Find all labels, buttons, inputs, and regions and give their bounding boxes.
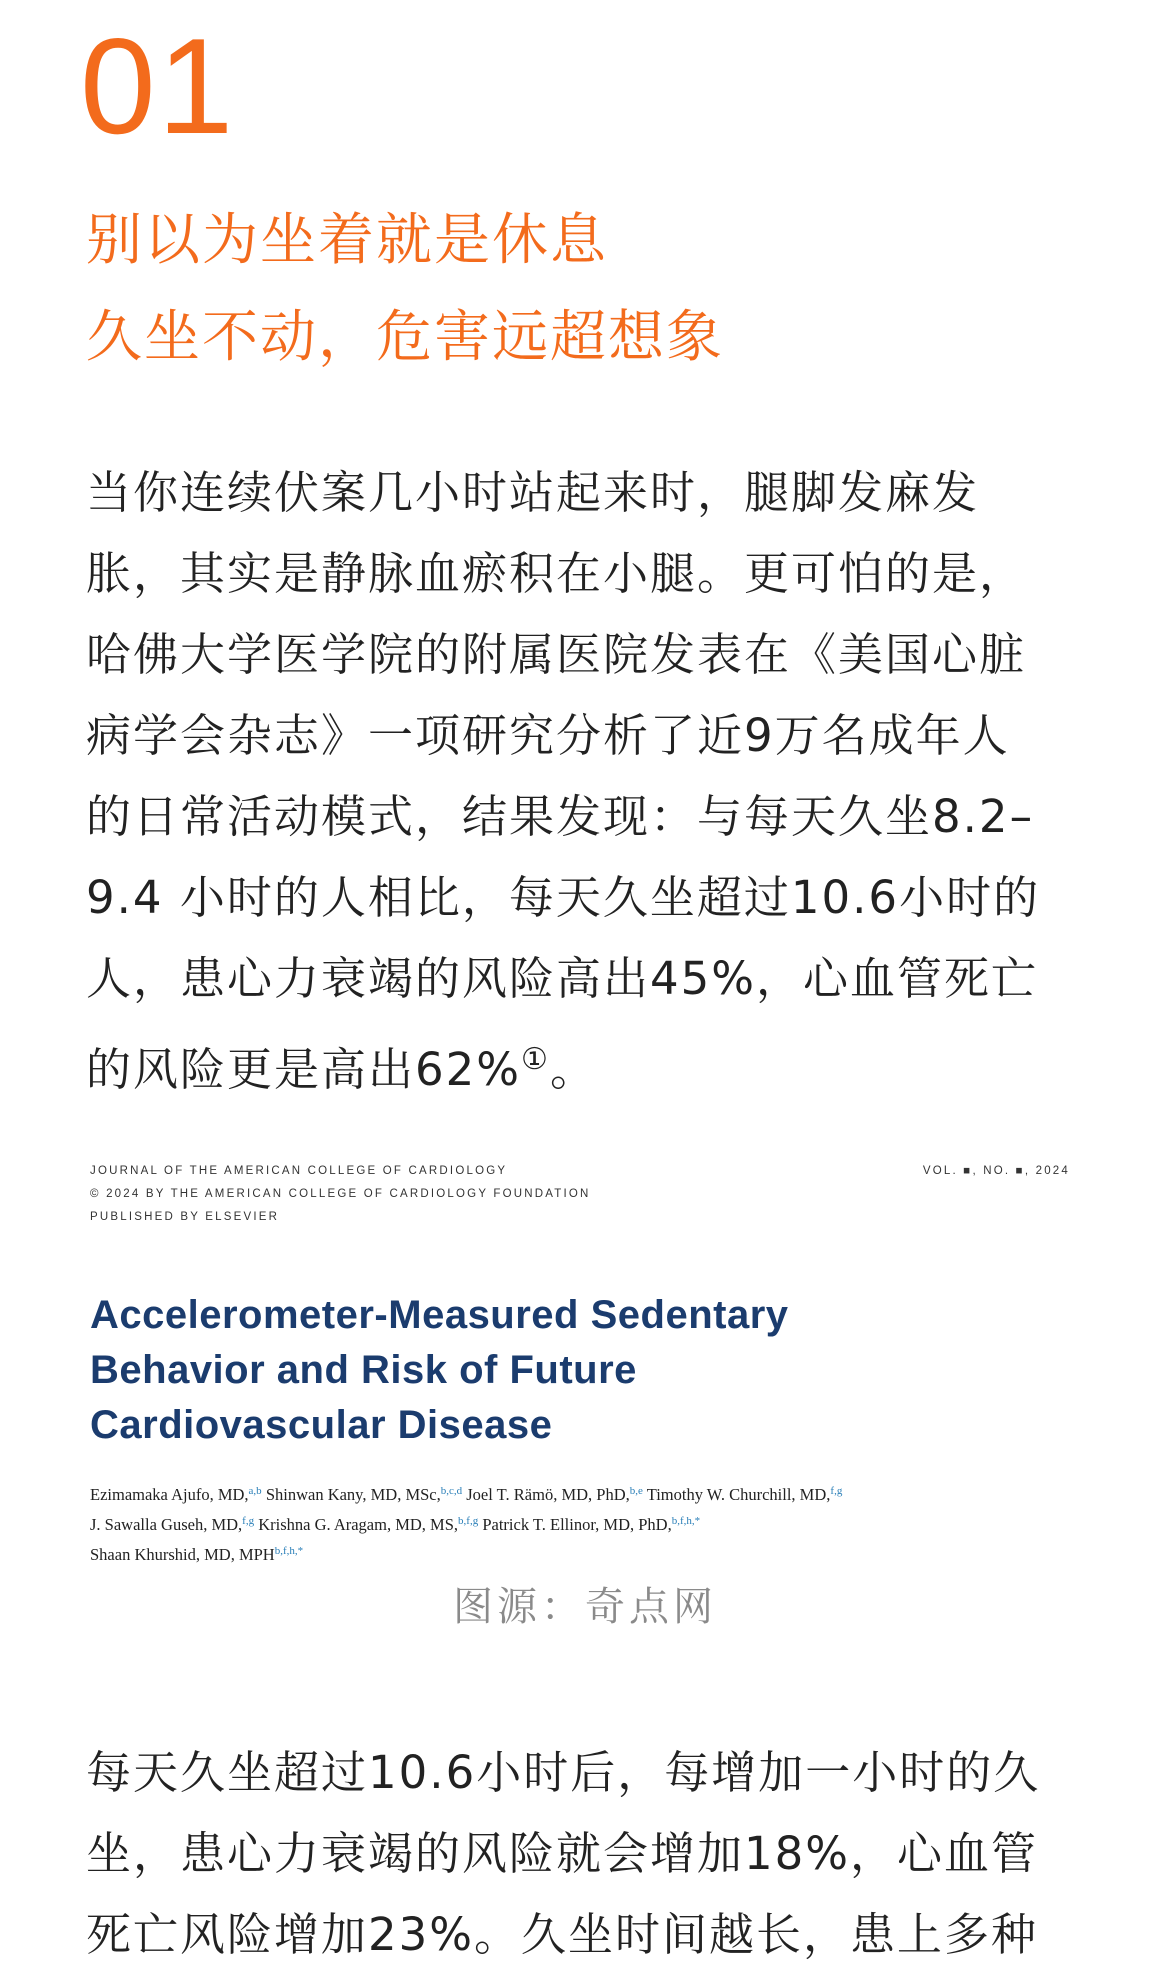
journal-copyright: © 2024 BY THE AMERICAN COLLEGE OF CARDIOLOGY FOUNDATION	[90, 1188, 591, 1200]
paragraph-line: 死亡风险增加23%。久坐时间越长，患上多种	[86, 1908, 1039, 1961]
paragraph-end-punct: 。	[549, 1043, 597, 1096]
journal-name: JOURNAL OF THE AMERICAN COLLEGE OF CARDIOLOGY	[90, 1165, 508, 1177]
author-affiliation: b,f,h,*	[274, 1545, 304, 1557]
section-headline	[86, 192, 724, 386]
paragraph-line: 哈佛大学医学院的附属医院发表在《美国心脏	[86, 628, 1027, 681]
author: Ezimamaka Ajufo, MD,	[90, 1485, 249, 1504]
paper-header-image	[90, 1160, 1080, 1570]
author: Shaan Khurshid, MD, MPH	[90, 1545, 275, 1564]
journal-publisher: PUBLISHED BY ELSEVIER	[90, 1211, 280, 1223]
section-number: 01	[80, 10, 236, 162]
paragraph-line: 当你连续伏案几小时站起来时，腿脚发麻发	[86, 466, 980, 519]
author: Joel T. Rämö, MD, PhD,	[462, 1485, 630, 1504]
paper-title-line: Behavior and Risk of Future	[90, 1348, 637, 1392]
author-affiliation: b,e	[629, 1485, 643, 1497]
author-affiliation: f,g	[242, 1515, 255, 1527]
author: Shinwan Kany, MD, MSc,	[261, 1485, 441, 1504]
author-line	[90, 1508, 842, 1538]
paragraph-line: 病学会杂志》一项研究分析了近9万名成年人	[86, 709, 1010, 762]
paragraph-line: 9.4 小时的人相比，每天久坐超过10.6小时的	[86, 871, 1041, 924]
author-affiliation: b,f,h,*	[671, 1515, 701, 1527]
headline-line-2: 久坐不动，危害远超想象	[86, 305, 724, 370]
image-caption: 图源：奇点网	[453, 1584, 717, 1630]
headline-line-1: 别以为坐着就是休息	[86, 208, 608, 273]
author: Patrick T. Ellinor, MD, PhD,	[478, 1515, 672, 1534]
paper-authors	[90, 1478, 842, 1568]
paragraph-line-text: 的风险更是高出62%	[86, 1043, 522, 1096]
author-affiliation: b,f,g	[458, 1515, 479, 1527]
author-affiliation: a,b	[248, 1485, 262, 1497]
author: Timothy W. Churchill, MD,	[642, 1485, 831, 1504]
author-affiliation: b,c,d	[440, 1485, 463, 1497]
paper-title-line: Accelerometer-Measured Sedentary	[90, 1293, 789, 1337]
paragraph-line: 胀，其实是静脉血瘀积在小腿。更可怕的是，	[86, 547, 1027, 600]
reference-mark: ①	[521, 1042, 550, 1077]
paragraph-line: 人，患心力衰竭的风险高出45%，心血管死亡	[86, 952, 1039, 1005]
author-affiliation: f,g	[830, 1485, 843, 1497]
journal-meta	[90, 1160, 591, 1229]
paragraph-line: 的日常活动模式，结果发现：与每天久坐8.2–	[86, 790, 1035, 843]
paper-title	[90, 1288, 789, 1453]
author-line	[90, 1478, 842, 1508]
body-paragraph-2	[86, 1732, 1086, 1975]
paper-title-line: Cardiovascular Disease	[90, 1403, 553, 1447]
author-line	[90, 1538, 842, 1568]
author: J. Sawalla Guseh, MD,	[90, 1515, 243, 1534]
journal-volume: VOL. ■, NO. ■, 2024	[922, 1165, 1070, 1177]
body-paragraph-1	[86, 452, 1086, 1110]
paragraph-line: 坐，患心力衰竭的风险就会增加18%，心血管	[86, 1827, 1039, 1880]
paragraph-line	[86, 1019, 1086, 1110]
author: Krishna G. Aragam, MD, MS,	[254, 1515, 459, 1534]
paragraph-line: 每天久坐超过10.6小时后，每增加一小时的久	[86, 1746, 1041, 1799]
